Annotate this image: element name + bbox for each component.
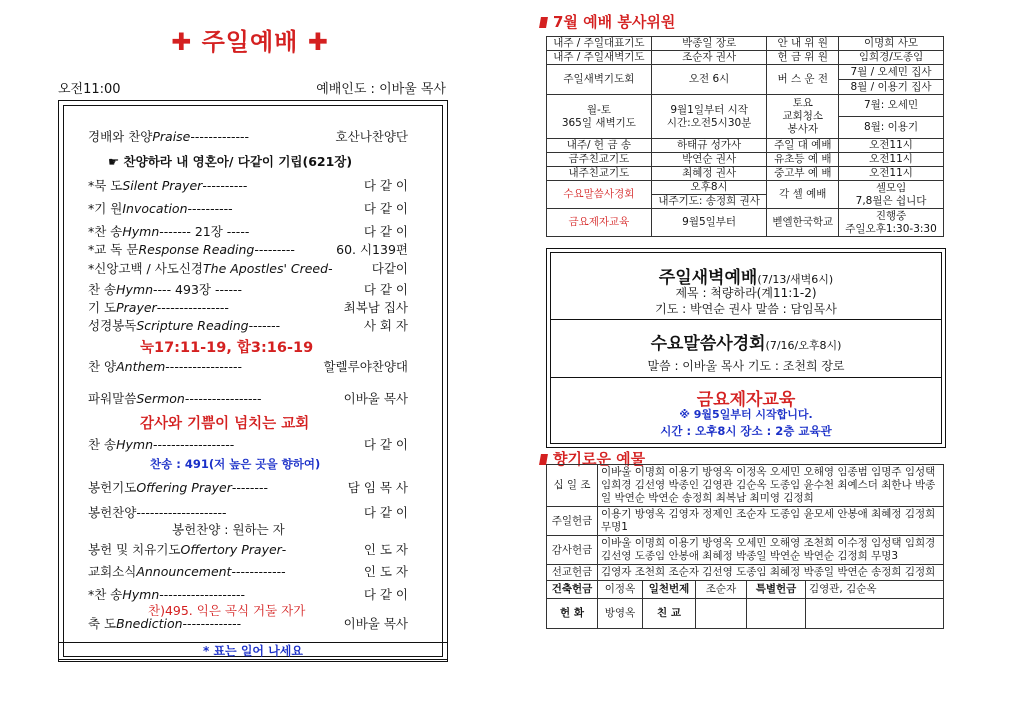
order-item xyxy=(88,298,408,316)
order-label: 찬 양 xyxy=(88,359,117,374)
order-leader: 이바울 목사 xyxy=(343,391,408,406)
order-english: Scripture Reading xyxy=(136,318,249,333)
table-row xyxy=(547,139,944,153)
order-english: Hymn xyxy=(122,224,160,239)
offering-label: 감사헌금 xyxy=(547,536,598,565)
offering-names: 이바울 이명희 이용기 방영옥 이정옥 오세민 오해영 임종범 임명주 임성택 임희경 김선영 박종인 김영관 김순옥 도종임 윤수천 최예스더 최한나 박종일 박연순 박연순 송정희 최복남 최미영 김정희 xyxy=(598,465,944,507)
offering-label: 선교헌금 xyxy=(547,565,598,581)
order-english: Announcement xyxy=(136,564,232,579)
order-leader: 인 도 자 xyxy=(363,564,408,579)
duty-cell: 유초등 예 배 xyxy=(767,153,839,167)
duty-cell: 임희경/도종임 xyxy=(839,51,944,65)
duty-cell: 버 스 운 전 xyxy=(767,65,839,95)
duty-cell: 중고부 예 배 xyxy=(767,167,839,181)
order-item xyxy=(88,199,408,217)
order-label: 찬 송 xyxy=(88,437,117,452)
order-english: Hymn xyxy=(122,587,160,602)
order-label: 눅17:11-19, 합3:16-19 xyxy=(140,340,314,356)
offering-table xyxy=(546,464,944,629)
duty-cell: 내주/ 헌 금 송 xyxy=(547,139,652,153)
order-leader: 다 같 이 xyxy=(363,505,408,520)
empty-cell xyxy=(806,599,944,629)
table-row xyxy=(547,181,944,195)
order-leader: 호산나찬양단 xyxy=(335,129,408,144)
order-label: 봉헌기도 xyxy=(88,480,137,495)
order-leader: 다 같 이 xyxy=(363,282,408,297)
service-time-line xyxy=(58,78,446,97)
duty-cell: 월-토 365일 새벽기도 xyxy=(547,95,652,139)
order-item xyxy=(108,152,428,170)
order-english: Sermon xyxy=(136,391,185,406)
special-offering-names: 김영관, 김순옥 xyxy=(806,581,944,599)
order-item xyxy=(140,412,460,433)
order-label: 경배와 찬양 xyxy=(88,129,153,144)
service-leader: 예배인도 : 이바울 목사 xyxy=(316,82,446,97)
order-label: 감사와 기쁨이 넘치는 교회 xyxy=(140,416,310,432)
duty-cell: 셀모임 7,8월은 쉽니다 xyxy=(839,181,944,209)
order-leader: 다 같 이 xyxy=(363,224,408,239)
order-leader: 인 도 자 xyxy=(363,542,408,557)
order-leader: 최복남 집사 xyxy=(343,300,408,315)
duty-cell: 박연순 권사 xyxy=(651,153,767,167)
order-item xyxy=(88,316,408,334)
order-leader-dots: ------------- xyxy=(190,129,250,144)
order-leader-dots: ------- xyxy=(248,318,281,333)
divider xyxy=(551,377,941,378)
order-item xyxy=(88,222,408,240)
duty-cell: 최혜정 권사 xyxy=(651,167,767,181)
table-row xyxy=(547,65,944,80)
order-label: 기 도 xyxy=(88,300,117,315)
order-label: 파워말씀 xyxy=(88,391,137,406)
order-leader: 다 같 이 xyxy=(363,437,408,452)
duty-cell: 박종일 장로 xyxy=(651,37,767,51)
duty-cell: 오후8시 xyxy=(651,181,767,195)
thousand-offering-label: 일천번제 xyxy=(643,581,696,599)
order-leader-dots: --------- xyxy=(254,242,295,257)
building-offering-name: 이정옥 xyxy=(598,581,643,599)
flower-name: 방영옥 xyxy=(598,599,643,629)
order-leader-dots: ----------------- xyxy=(165,359,242,374)
duty-cell: 9월1일부터 시작 시간:오전5시30분 xyxy=(651,95,767,139)
order-leader-dots: ----------------- xyxy=(184,391,262,406)
duty-table xyxy=(546,36,944,237)
order-leader: 다 같 이 xyxy=(363,178,408,193)
duty-cell: 각 셀 예배 xyxy=(767,181,839,209)
table-row xyxy=(547,507,944,536)
table-row xyxy=(547,536,944,565)
order-leader: 다 같 이 xyxy=(363,587,408,602)
table-row xyxy=(547,599,944,629)
order-item xyxy=(88,176,408,194)
order-leader-dots: ------------ xyxy=(231,564,286,579)
wed-service-people: 말씀 : 이바울 목사 기도 : 조천희 장로 xyxy=(647,359,845,373)
order-english: Hymn xyxy=(116,437,154,452)
order-leader: 담 임 목 사 xyxy=(347,480,408,495)
order-english: Response Reading xyxy=(138,242,255,257)
order-english: Silent Prayer xyxy=(122,178,203,193)
duty-cell: 금요제자교육 xyxy=(547,209,652,237)
offering-names: 이용기 방영옥 김영자 정제인 조순자 도종임 윤모세 안봉애 최혜정 김정희 무명1 xyxy=(598,507,944,536)
order-item xyxy=(88,259,408,277)
order-item xyxy=(88,562,408,580)
duty-cell: 오전 6시 xyxy=(651,65,767,95)
order-label: 봉헌 및 치유기도 xyxy=(88,542,181,557)
diamond-icon xyxy=(539,17,548,28)
order-english: The Apostles' Creed xyxy=(203,261,329,276)
page-title: ✚ 주일예배 ✚ xyxy=(171,28,329,56)
duty-cell: 주일새벽기도회 xyxy=(547,65,652,95)
order-label: *찬 송 xyxy=(88,587,123,602)
order-label: *묵 도 xyxy=(88,178,123,193)
order-label: 봉헌찬양 xyxy=(88,505,137,520)
duty-cell: 조순자 권사 xyxy=(651,51,767,65)
duty-cell: 오전11시 xyxy=(839,139,944,153)
order-label: ☛ 찬양하라 내 영혼아/ 다같이 기립(621장) xyxy=(108,154,353,169)
order-item xyxy=(140,336,460,357)
table-row xyxy=(547,95,944,117)
duty-section-title: 7월 예배 봉사위원 xyxy=(540,11,675,32)
duty-cell: 벧엘한국학교 xyxy=(767,209,839,237)
divider xyxy=(551,319,941,320)
fellowship-label: 친 교 xyxy=(643,599,696,629)
duty-cell: 오전11시 xyxy=(839,167,944,181)
duty-cell: 내주 / 주일대표기도 xyxy=(547,37,652,51)
special-offering-label: 특별헌금 xyxy=(747,581,806,599)
order-english: Invocation xyxy=(122,201,188,216)
duty-cell: 8월: 이용기 xyxy=(839,117,944,139)
order-label: *교 독 문 xyxy=(88,242,139,257)
duty-cell: 수요말씀사경회 xyxy=(547,181,652,209)
order-leader-dots: ------------- xyxy=(182,616,242,631)
order-item xyxy=(88,357,408,375)
friday-class-time: 시간 : 오후8시 장소 : 2층 교육관 xyxy=(660,424,832,438)
dawn-service-people: 기도 : 박연순 권사 말씀 : 담임목사 xyxy=(655,302,837,316)
order-english: Offering Prayer xyxy=(136,480,232,495)
duty-cell: 8월 / 이용기 집사 xyxy=(839,80,944,95)
order-leader: 다같이 xyxy=(371,261,408,276)
order-leader-dots: ------------------ xyxy=(153,437,235,452)
table-row xyxy=(547,51,944,65)
duty-cell: 내주기도: 송정희 권사 xyxy=(651,195,767,209)
wed-service-heading: 수요말씀사경회(7/16/오후8시) xyxy=(650,334,842,354)
duty-cell: 금주친교기도 xyxy=(547,153,652,167)
friday-class-heading: 금요제자교육 xyxy=(696,390,796,410)
table-row xyxy=(547,465,944,507)
order-item xyxy=(150,456,470,472)
order-english: Bnediction xyxy=(116,616,183,631)
duty-cell: 오전11시 xyxy=(839,153,944,167)
duty-cell: 주일 대 예배 xyxy=(767,139,839,153)
offering-names: 이바울 이명희 이용기 방영옥 오세민 오해영 조천희 이수정 임성택 임희경 김선영 도종임 안봉애 최혜정 박종일 박연순 박연순 김정희 무명3 xyxy=(598,536,944,565)
order-leader-dots: ---------- xyxy=(187,201,233,216)
dawn-service-topic: 제목 : 척량하라(계11:1-2) xyxy=(675,286,817,300)
order-label: 축 도 xyxy=(88,616,117,631)
order-english: Prayer xyxy=(116,300,157,315)
duty-cell: 9월5일부터 xyxy=(651,209,767,237)
table-row xyxy=(547,37,944,51)
order-leader: 이바울 목사 xyxy=(343,616,408,631)
order-leader: 다 같 이 xyxy=(363,201,408,216)
thousand-offering-name: 조순자 xyxy=(696,581,747,599)
order-label: *기 원 xyxy=(88,201,123,216)
order-english: Anthem xyxy=(116,359,166,374)
order-leader-dots: - xyxy=(328,261,333,276)
duty-cell: 이명희 사모 xyxy=(839,37,944,51)
offering-names: 김영자 조천희 조순자 김선영 도종임 최혜정 박종일 박연순 송정희 김정희 xyxy=(598,565,944,581)
order-leader-dots: -------- xyxy=(231,480,268,495)
table-row xyxy=(547,581,944,599)
duty-cell: 7월 / 오세민 집사 xyxy=(839,65,944,80)
order-leader-dots: ---- 493장 ------ xyxy=(153,282,243,297)
duty-cell: 내주친교기도 xyxy=(547,167,652,181)
duty-cell: 내주 / 주일새벽기도 xyxy=(547,51,652,65)
order-label: 찬 송 xyxy=(88,282,117,297)
order-leader-dots: ---------- xyxy=(202,178,248,193)
order-label: 찬송 : 491(저 높은 곳을 향하여) xyxy=(150,457,321,471)
friday-class-note: ※ 9월5일부터 시작합니다. xyxy=(679,408,813,421)
order-item xyxy=(88,127,408,145)
standing-note: * 표는 일어 나세요 xyxy=(58,642,448,660)
building-offering-label: 건축헌금 xyxy=(547,581,598,599)
order-leader: 60. 시139편 xyxy=(336,242,408,257)
duty-cell: 안 내 위 원 xyxy=(767,37,839,51)
order-label: *찬 송 xyxy=(88,224,123,239)
order-leader-dots: - xyxy=(281,542,287,557)
order-item xyxy=(88,540,408,558)
order-english: Praise xyxy=(152,129,191,144)
order-label: 찬)495. 익은 곡식 거둘 자가 xyxy=(148,603,306,618)
duty-cell: 7월: 오세민 xyxy=(839,95,944,117)
table-row xyxy=(547,565,944,581)
order-item xyxy=(88,435,408,453)
fellowship-value xyxy=(696,599,747,629)
service-announcement-box xyxy=(546,248,946,448)
order-leader: 할렐루야찬양대 xyxy=(323,359,408,374)
flower-label: 헌 화 xyxy=(547,599,598,629)
dawn-service-heading: 주일새벽예배(7/13/새벽6시) xyxy=(658,268,834,288)
order-item xyxy=(88,389,408,407)
offering-section-title: 향기로운 예물 xyxy=(540,448,645,469)
order-item xyxy=(172,520,492,538)
order-label: 교회소식 xyxy=(88,564,137,579)
empty-cell xyxy=(747,599,806,629)
order-english: Offertory Prayer xyxy=(180,542,282,557)
order-leader-dots: -------------------- xyxy=(136,505,227,520)
order-item xyxy=(88,240,408,258)
duty-cell: 헌 금 위 원 xyxy=(767,51,839,65)
order-item xyxy=(88,280,408,298)
order-item xyxy=(88,503,408,521)
order-label: 봉헌찬양 : 원하는 자 xyxy=(172,522,285,537)
table-row xyxy=(547,167,944,181)
order-leader: 사 회 자 xyxy=(363,318,408,333)
table-row xyxy=(547,153,944,167)
order-leader-dots: ------- 21장 ----- xyxy=(159,224,250,239)
offering-label: 십 일 조 xyxy=(547,465,598,507)
duty-cell: 진행중 주일오후1:30-3:30 xyxy=(839,209,944,237)
order-item xyxy=(88,614,408,632)
order-leader-dots: ---------------- xyxy=(156,300,229,315)
service-time: 오전11:00 xyxy=(58,82,121,97)
order-label: *신앙고백 / 사도신경 xyxy=(88,261,204,276)
order-item xyxy=(88,478,408,496)
offering-label: 주일헌금 xyxy=(547,507,598,536)
duty-cell: 토요 교회청소 봉사자 xyxy=(767,95,839,139)
order-leader-dots: ------------------- xyxy=(159,587,245,602)
table-row xyxy=(547,209,944,237)
duty-cell: 하태규 성가사 xyxy=(651,139,767,153)
order-english: Hymn xyxy=(116,282,154,297)
order-label: 성경봉독 xyxy=(88,318,137,333)
